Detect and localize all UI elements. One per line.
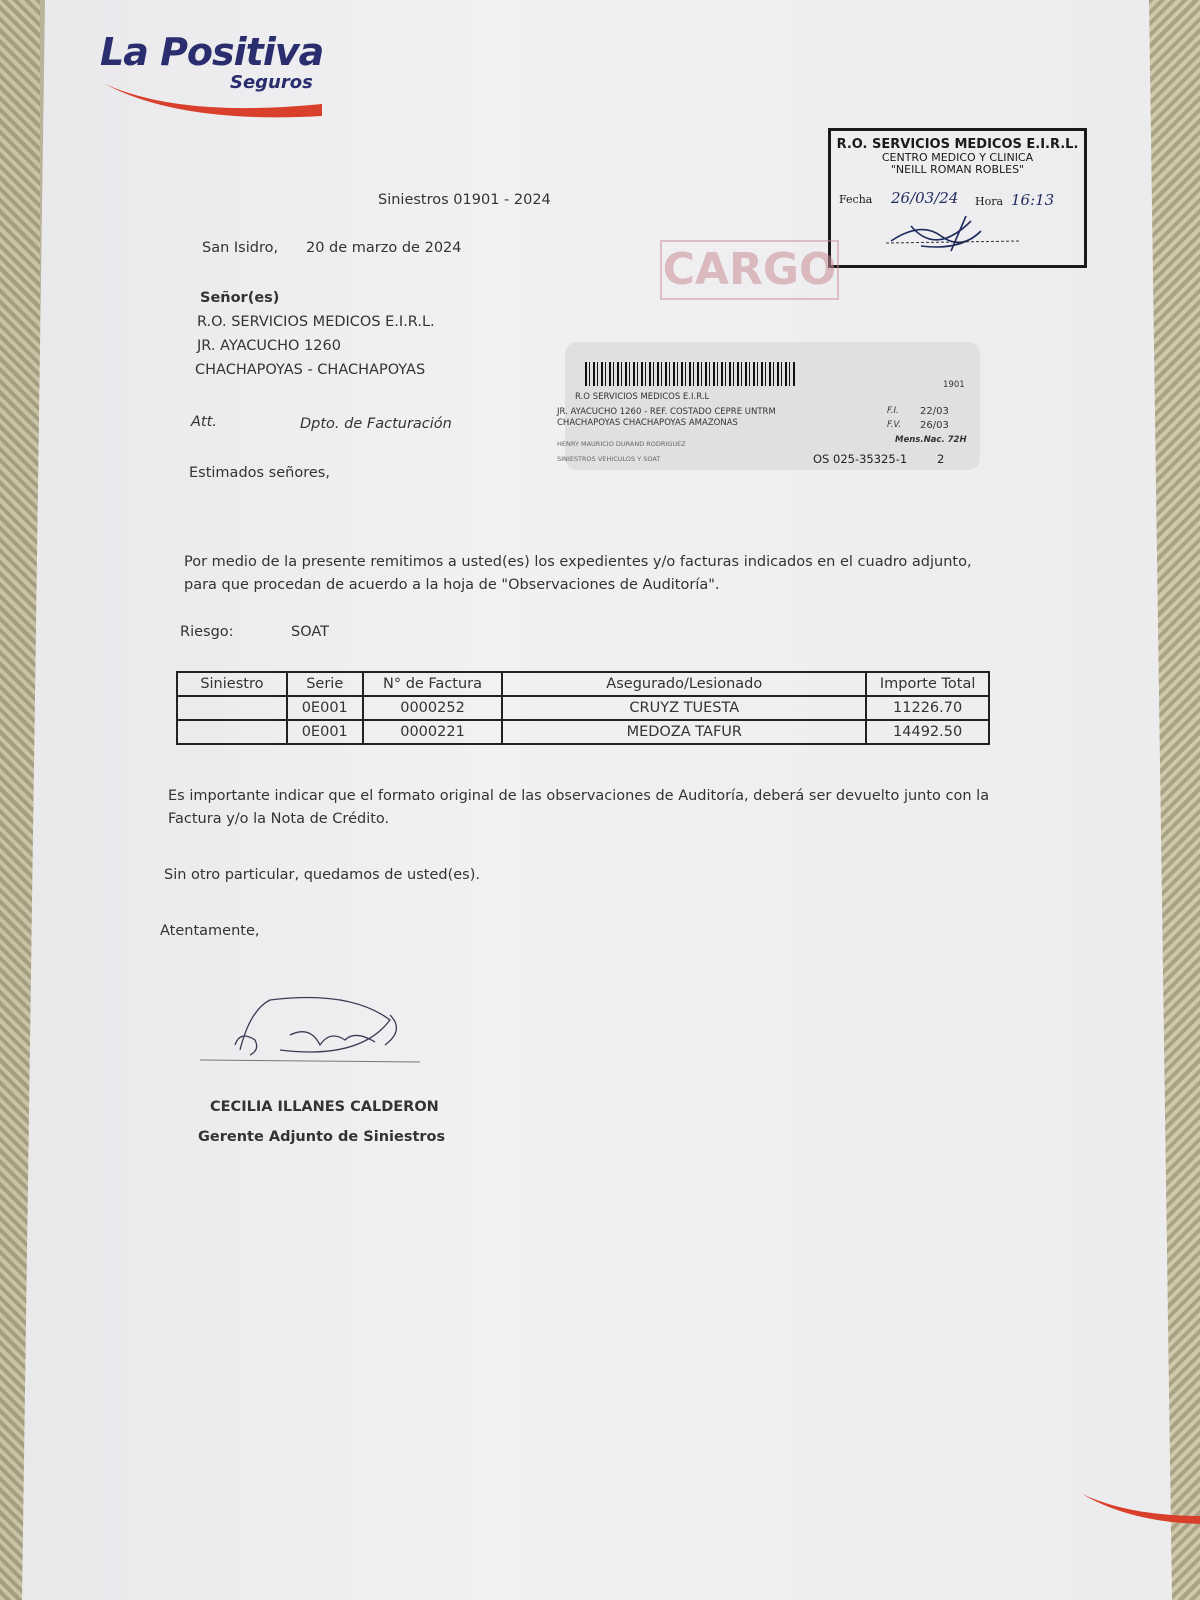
- body-paragraph: Por medio de la presente remitimos a usted(es) los expedientes y/o facturas indicados en el cuadro adjunto, para que procedan de acuerdo a la hoja de "Observaciones de Auditoría".: [184, 554, 972, 593]
- table-cell: 0E001: [287, 720, 363, 744]
- table-header: N° de Factura: [363, 672, 503, 696]
- table-row: [177, 720, 989, 744]
- stamp-fecha-value: 26/03/24: [891, 189, 959, 207]
- table-cell: 0000252: [363, 696, 503, 720]
- table-header: Importe Total: [866, 672, 989, 696]
- brand-sub: Seguros: [230, 72, 313, 93]
- table-header: Asegurado/Lesionado: [502, 672, 866, 696]
- stamp-hora-value: 16:13: [1011, 191, 1055, 209]
- recipient-line: CHACHAPOYAS - CHACHAPOYAS: [195, 362, 426, 378]
- barcode-icon: [585, 362, 797, 386]
- stamp-line: "NEILL ROMAN ROBLES": [890, 163, 1025, 176]
- table-cell: [177, 720, 287, 744]
- label-person: HENRY MAURICIO DURAND RODRIGUEZ: [557, 440, 686, 448]
- table-row: [177, 696, 989, 720]
- brand-swoosh-icon: [100, 82, 330, 122]
- sign-off: Atentamente,: [160, 923, 260, 939]
- label-service: Mens.Nac. 72H: [895, 435, 967, 445]
- recipient-line: JR. AYACUCHO 1260: [197, 338, 341, 354]
- cargo-stamp: CARGO: [660, 240, 839, 300]
- label-address: CHACHAPOYAS CHACHAPOYAS AMAZONAS: [557, 418, 738, 428]
- label-os-number: OS 025-35325-1: [813, 452, 908, 466]
- label-company: R.O SERVICIOS MEDICOS E.I.R.L: [575, 392, 710, 402]
- shipping-label: [557, 342, 980, 470]
- recipient-heading: Señor(es): [200, 290, 280, 306]
- stamp-hora-label: Hora: [975, 195, 1004, 208]
- date-value: 20 de marzo de 2024: [306, 240, 462, 256]
- table-cell: 0000221: [363, 720, 503, 744]
- signature-icon: [200, 990, 430, 1090]
- table-cell: 11226.70: [866, 696, 989, 720]
- receipt-stamp: [828, 128, 1087, 268]
- claim-reference: Siniestros 01901 - 2024: [378, 192, 551, 208]
- riesgo-value: SOAT: [291, 624, 330, 640]
- label-pieces: 2: [937, 452, 945, 466]
- brand-name: La Positiva: [100, 30, 324, 74]
- claims-table: [176, 671, 990, 745]
- table-cell: [177, 696, 287, 720]
- stamp-line: CENTRO MEDICO Y CLINICA: [881, 151, 1034, 164]
- label-dept: SINIESTROS VEHICULOS Y SOAT: [557, 455, 661, 463]
- date-city: San Isidro,: [202, 240, 279, 256]
- label-address: JR. AYACUCHO 1260 - REF. COSTADO CEPRE UNTRM: [557, 407, 776, 417]
- attention-value: Dpto. de Facturación: [300, 416, 452, 432]
- table-header-row: [177, 672, 989, 696]
- recipient-line: R.O. SERVICIOS MEDICOS E.I.R.L.: [197, 314, 435, 330]
- table-header: Siniestro: [177, 672, 287, 696]
- signer-name: CECILIA ILLANES CALDERON: [210, 1099, 439, 1115]
- signer-title: Gerente Adjunto de Siniestros: [198, 1129, 446, 1145]
- stamp-line: R.O. SERVICIOS MEDICOS E.I.R.L.: [836, 137, 1079, 152]
- label-fv-value: 26/03: [920, 420, 949, 431]
- stamp-signature-icon: [881, 211, 1021, 261]
- closing-line: Sin otro particular, quedamos de usted(es).: [164, 867, 480, 883]
- note-paragraph: Es importante indicar que el formato original de las observaciones de Auditoría, deberá ser devuelto junto con la Factura y/o la Nota de Crédito.: [168, 788, 990, 827]
- riesgo-label: Riesgo:: [180, 624, 234, 640]
- table-cell: 0E001: [287, 696, 363, 720]
- label-fv-label: F.V.: [887, 420, 902, 430]
- table-cell: CRUYZ TUESTA: [502, 696, 866, 720]
- label-fi-value: 22/03: [920, 406, 949, 417]
- table-cell: MEDOZA TAFUR: [502, 720, 866, 744]
- table-cell: 14492.50: [866, 720, 989, 744]
- stamp-fecha-label: Fecha: [839, 193, 873, 206]
- label-fi-label: F.I.: [887, 406, 899, 416]
- table-header: Serie: [287, 672, 363, 696]
- greeting: Estimados señores,: [189, 465, 330, 481]
- label-number: 1901: [943, 380, 965, 390]
- attention-label: Att.: [191, 414, 217, 430]
- brand-swoosh-footer-icon: [1080, 1490, 1200, 1530]
